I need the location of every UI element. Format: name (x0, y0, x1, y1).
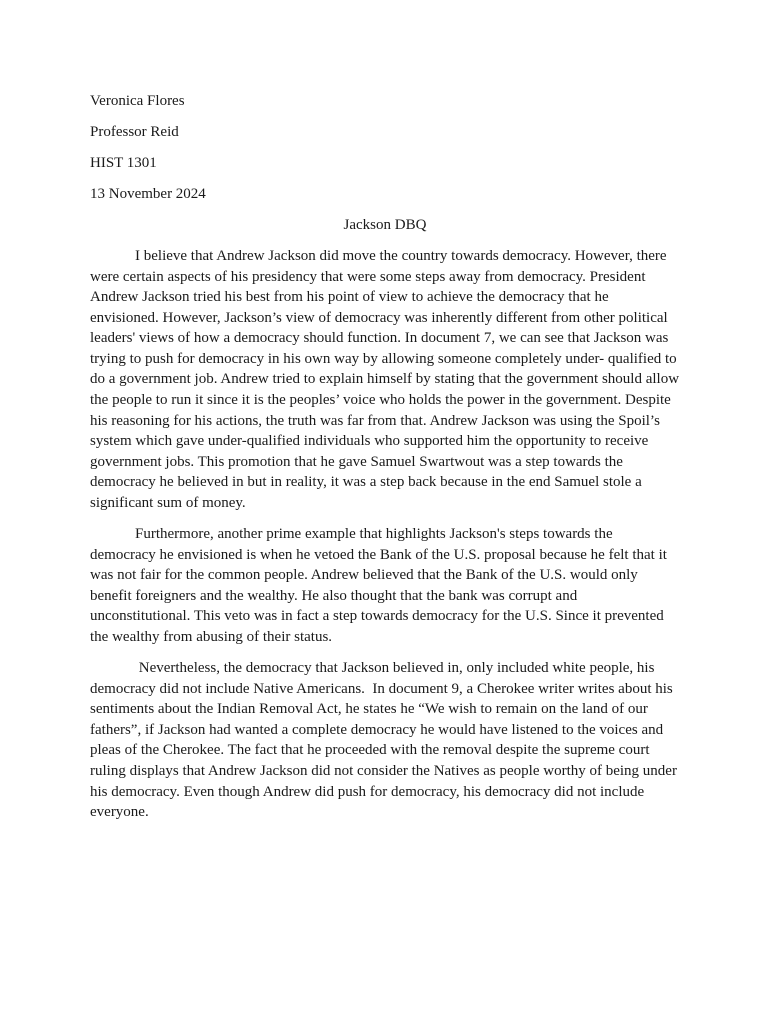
body-paragraph-3: Nevertheless, the democracy that Jackson believed in, only included white people, his democracy did not include Native Americans. In document 9, a Cherokee writer writes about his sentiments about the Indian Removal Act, he states he “We wish to remain on the land of our fathers”, if Jackson had wanted a complete democracy he would have listened to the voices and pleas of the Cherokee. The fact that he proceeded with the removal despite the supreme court ruling displays that Andrew Jackson did not consider the Natives as people worthy of being under his democracy. Even though Andrew did push for democracy, his democracy did not include everyone. (90, 659, 681, 821)
body-paragraph-2: Furthermore, another prime example that highlights Jackson's steps towards the democracy he envisioned is when he vetoed the Bank of the U.S. proposal because he felt that it was not fair for the common people. Andrew believed that the Bank of the U.S. would only benefit foreigners and the wealthy. He also thought that the bank was corrupt and unconstitutional. This veto was in fact a step towards democracy for the U.S. Since it prevented the wealthy from abusing of their status. (90, 526, 667, 645)
professor-name: Professor Reid (90, 123, 179, 140)
student-name: Veronica Flores (90, 93, 185, 109)
essay-date: 13 November 2024 (90, 185, 206, 202)
body-paragraph-1: I believe that Andrew Jackson did move the country towards democracy. However, there were certain aspects of his presidency that were some steps away from democracy. President Andrew Jackson tried his best from his point of view to achieve the democracy that he envisioned. However, Jackson’s view of democracy was inherently different from other political leaders' views of how a democracy should function. In document 7, we can see that Jackson was trying to push for democracy in his own way by allowing someone completely under- qualified to do a government job. Andrew tried to explain himself by stating that the government should allow the people to run it since it is the peoples’ voice who holds the power in the government. Despite his reasoning for his actions, the truth was far from that. Andrew Jackson was using the Spoil’s system which gave under-qualified individuals who supported him the opportunity to receive government jobs. This promotion that he gave Samuel Swartwout was a step towards the democracy he believed in but in reality, it was a step back because in the end Samuel stole a significant sum of money. (90, 247, 680, 512)
document-page (90, 91, 680, 833)
course-code: HIST 1301 (90, 154, 157, 171)
essay-title: Jackson DBQ (343, 216, 427, 233)
